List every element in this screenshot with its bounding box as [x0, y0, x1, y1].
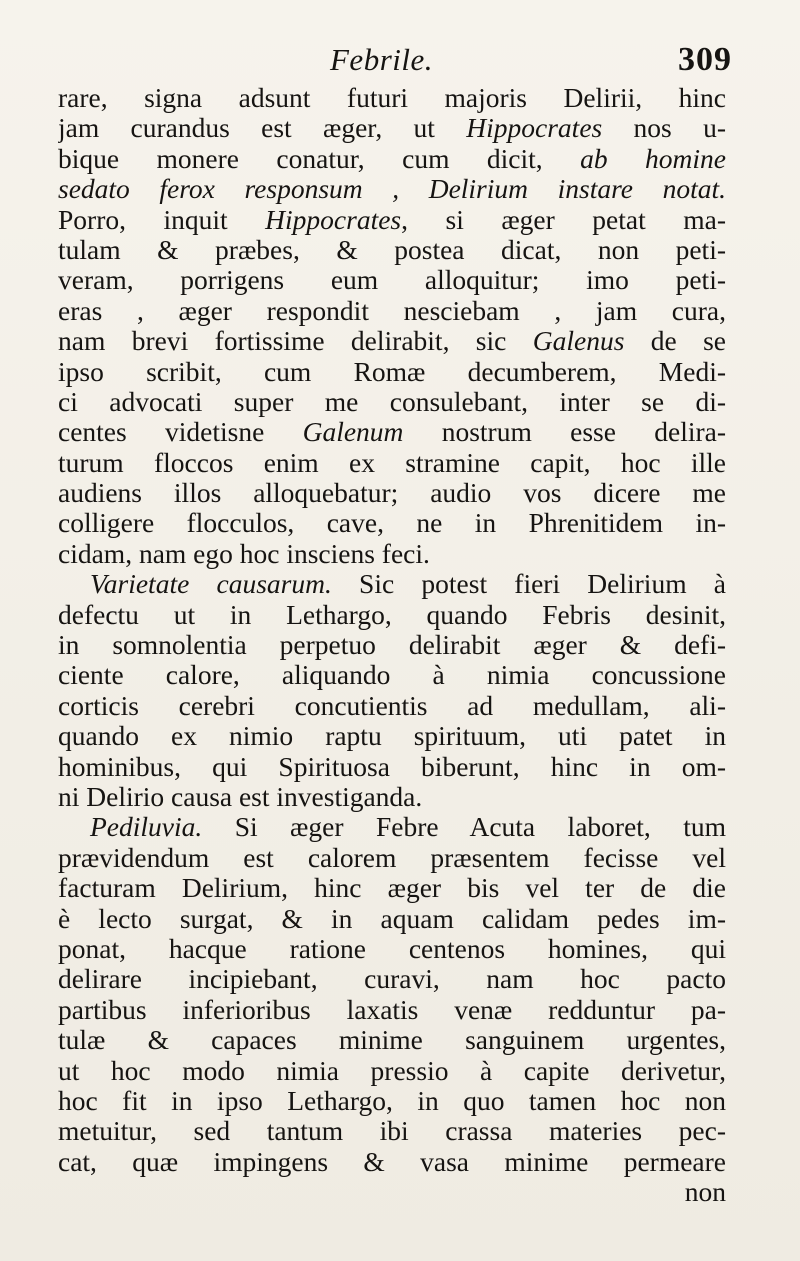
text-line	[58, 1116, 726, 1146]
text-run: partibus inferioribus laxatis venæ redduntur pa-	[58, 994, 726, 1025]
text-line	[58, 934, 726, 964]
text-line	[58, 478, 726, 508]
italic-text: ab homine	[580, 143, 726, 174]
text-line	[58, 326, 726, 356]
text-line	[58, 1056, 726, 1086]
text-line	[58, 995, 726, 1025]
text-run: nostrum esse delira-	[403, 417, 726, 448]
text-run: rare, signa adsunt futuri majoris Delirii, hinc	[58, 83, 726, 113]
running-title: Febrile.	[330, 42, 433, 77]
text-line	[58, 660, 726, 690]
text-line	[58, 1025, 726, 1055]
text-run: non	[684, 1177, 726, 1208]
text-run: turum floccos enim ex stramine capit, hoc ille	[58, 447, 726, 478]
text-line	[58, 113, 726, 143]
text-run: è lecto surgat, & in aquam calidam pedes im-	[58, 903, 726, 934]
text-line	[58, 539, 726, 569]
text-run: corticis cerebri concutientis ad medullam, ali-	[58, 690, 726, 721]
text-line	[58, 83, 726, 113]
body-text	[58, 83, 726, 1207]
text-line	[58, 265, 726, 295]
text-run: colligere flocculos, cave, ne in Phrenitidem in-	[58, 508, 726, 539]
text-line	[58, 296, 726, 326]
text-run: nos u-	[602, 113, 726, 144]
text-run: cidam, nam ego hoc insciens feci.	[58, 538, 430, 569]
text-run: metuitur, sed tantum ibi crassa materies pec-	[58, 1116, 726, 1147]
text-line	[58, 782, 726, 812]
text-line	[58, 569, 726, 599]
text-line	[58, 964, 726, 994]
text-run: in somnolentia perpetuo delirabit æger & defi-	[58, 630, 726, 661]
text-run: veram, porrigens eum alloquitur; imo peti-	[58, 265, 726, 296]
text-run: ut hoc modo nimia pressio à capite derivetur,	[58, 1055, 726, 1086]
text-run: bique monere conatur, cum dicit,	[58, 143, 581, 174]
text-line	[58, 417, 726, 447]
text-run: ponat, hacque ratione centenos homines, qui	[58, 933, 726, 964]
text-line	[58, 630, 726, 660]
text-run: cat, quæ impingens & vasa minime permeare	[58, 1146, 726, 1177]
text-run: ci advocati super me consulebant, inter se di-	[58, 386, 726, 417]
text-line	[58, 357, 726, 387]
text-line	[58, 1086, 726, 1116]
text-line	[58, 144, 726, 174]
text-run: nam brevi fortissime delirabit, sic	[58, 326, 533, 357]
text-line	[58, 448, 726, 478]
text-line	[58, 1147, 726, 1177]
text-run: audiens illos alloquebatur; audio vos dicere me	[58, 478, 726, 509]
text-line	[58, 387, 726, 417]
text-run: eras , æger respondit nesciebam , jam cura,	[58, 295, 726, 326]
text-line	[58, 600, 726, 630]
text-line	[58, 691, 726, 721]
text-line	[58, 812, 726, 842]
text-run: de se	[624, 326, 726, 357]
text-line	[58, 205, 726, 235]
text-run: facturam Delirium, hinc æger bis vel ter de die	[58, 873, 726, 904]
text-run: ipso scribit, cum Romæ decumberem, Medi-	[58, 356, 726, 387]
text-run: ni Delirio causa est investiganda.	[58, 781, 423, 812]
text-line	[58, 235, 726, 265]
text-run: Porro, inquit	[58, 204, 266, 235]
italic-text: Hippocrates	[265, 204, 402, 235]
italic-text: Varietate causarum.	[90, 569, 332, 600]
italic-text: Hippocrates	[466, 113, 603, 144]
italic-text: Galenus	[532, 326, 625, 357]
page-number: 309	[678, 41, 732, 78]
italic-text: Pediluvia.	[90, 812, 203, 843]
text-line	[58, 508, 726, 538]
text-line	[58, 752, 726, 782]
text-line	[58, 1177, 726, 1207]
text-run: quando ex nimio raptu spirituum, uti patet in	[58, 721, 726, 752]
text-run: Sic potest fieri Delirium à	[331, 569, 726, 600]
text-line	[58, 873, 726, 903]
text-run: hoc fit in ipso Lethargo, in quo tamen hoc non	[58, 1085, 726, 1116]
text-run: tulam & præbes, & postea dicat, non peti-	[58, 234, 726, 265]
text-line	[58, 843, 726, 873]
text-run: prævidendum est calorem præsentem fecisse vel	[58, 842, 726, 873]
text-run: delirare incipiebant, curavi, nam hoc pacto	[58, 964, 726, 995]
text-run: ciente calore, aliquando à nimia concussione	[58, 660, 726, 691]
text-run: jam curandus est æger, ut	[58, 113, 467, 144]
text-line	[58, 721, 726, 751]
text-run: centes videtisne	[58, 417, 303, 448]
text-run: defectu ut in Lethargo, quando Febris desinit,	[58, 599, 726, 630]
text-line	[58, 174, 726, 204]
text-run: , si æger petat ma-	[401, 204, 726, 235]
text-run: hominibus, qui Spirituosa biberunt, hinc in om-	[58, 751, 726, 782]
text-line	[58, 904, 726, 934]
italic-text: sedato ferox responsum , Delirium instare notat.	[58, 174, 726, 205]
text-run: Si æger Febre Acuta laboret, tum	[202, 812, 726, 843]
italic-text: Galenum	[302, 417, 404, 448]
text-run: tulæ & capaces minime sanguinem urgentes,	[58, 1025, 726, 1056]
